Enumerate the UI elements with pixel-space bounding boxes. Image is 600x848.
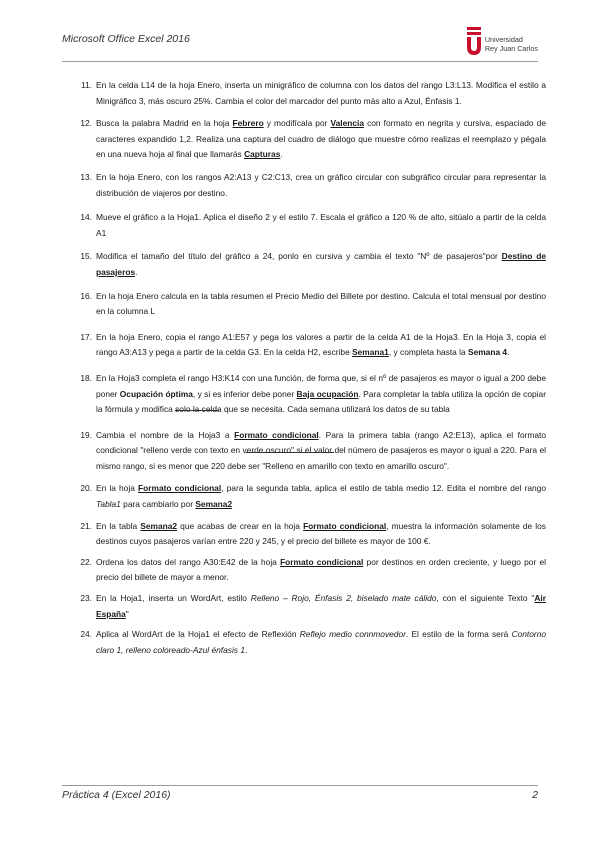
logo-text: [485, 36, 538, 53]
text-run: En la Hoja1, inserta un WordArt, estilo: [96, 593, 251, 604]
text-run: Mueve el gráfico a la Hoja1. Aplica el diseño 2 y el estilo 7. Escala el gráfico a 120 % de alto, sitúalo a partir de la celda A1: [96, 212, 546, 238]
list-item: [78, 170, 546, 201]
header-title: Microsoft Office Excel 2016: [62, 33, 190, 45]
text-run: , con el siguiente Texto ": [436, 593, 535, 604]
list-item: [78, 627, 546, 658]
text-run: . El estilo de la forma será: [405, 629, 512, 640]
text-run: .: [135, 266, 138, 277]
text-run: Reflejo medio connmovedor: [299, 629, 406, 640]
footer-divider: [62, 785, 538, 786]
list-item: [78, 591, 546, 622]
text-run: Modifica el tamaño del título del gráfico a 24, ponlo en cursiva y cambia el texto "Nº de pasajeros"por: [96, 251, 502, 262]
item-number: 22.: [80, 556, 92, 567]
text-run: En la hoja Enero calcula en la tabla resumen el Precio Medio del Billete por destino. Calcula el total mensual por destino en la columna L: [96, 290, 546, 317]
text-run: , para la segunda tabla, aplica el estilo de tabla medio 12. Edita el nombre del rango: [221, 483, 546, 494]
item-number: 23.: [80, 593, 92, 604]
text-run: , y completa hasta la: [388, 347, 468, 358]
text-run: Cambia el nombre de la Hoja3 a: [96, 429, 235, 440]
text-run: que acabas de crear en la hoja: [177, 520, 304, 531]
underlined-term: Semana2: [195, 499, 233, 510]
text-run: . Para completar la tabla utiliza la opción de copiar la fórmula y modifica solo la celda que se necesita. Cada semana utilizará los datos de su tabla: [96, 388, 546, 415]
exercise-list: [78, 78, 546, 658]
underlined-term: Formato condicional: [138, 483, 222, 494]
text-run: Aplica al WordArt de la Hoja1 el efecto de Reflexión: [96, 629, 300, 640]
list-item: [78, 371, 546, 418]
decorative-rule: [246, 452, 334, 453]
underlined-term: Air España: [96, 593, 546, 619]
header-divider: [62, 61, 538, 62]
list-item: [78, 116, 546, 163]
text-run: Ordena los datos del rango A30:E42 de la hoja: [96, 556, 281, 567]
page-header: [62, 27, 538, 59]
text-run: En la Hoja3 completa el rango H3:K14 con una función, de forma que, si el nº de pasajeros es mayor o igual a 200 debe poner: [96, 372, 546, 399]
item-number: 24.: [80, 629, 92, 640]
text-run: ": [125, 608, 129, 619]
underlined-term: Destino de pasajeros: [96, 251, 547, 277]
text-run: Tabla1: [96, 499, 121, 510]
list-item: [78, 78, 546, 109]
item-number: 20.: [80, 483, 92, 494]
underlined-term: Formato condicional: [280, 556, 364, 567]
text-run: con formato en negrita y cursiva, espaciado de caracteres expandido 1,2. Realiza una captura del cuadro de diálogo que muestre cómo realizas el reemplazo y pégala en una nueva hoja al final que llamarás: [96, 118, 546, 160]
item-number: 21.: [80, 520, 92, 531]
item-number: 14.: [80, 212, 92, 223]
item-number: 12.: [80, 118, 92, 129]
underlined-term: Febrero: [232, 118, 264, 129]
text-run: En la tabla: [96, 520, 141, 531]
text-run: , muestra la información solamente de los destinos cuyos pasajeros varían entre 220 y 245, y el precio del billete es mayor de 100 €.: [96, 520, 546, 547]
logo-line2: Rey Juan Carlos: [484, 43, 538, 53]
list-item: [78, 289, 546, 320]
text-run: En la hoja: [96, 483, 138, 494]
text-run: por destinos en orden creciente, y luego por el precio del billete de mayor a menor.: [96, 556, 546, 583]
text-run: Contorno claro 1, relleno coloreado-Azul énfasis 1: [96, 629, 547, 655]
text-run: En la hoja Enero, con los rangos A2:A13 y C2:C13, crea un gráfico circular con subgráfico circular para representar la distribución de viajeros por destino.: [96, 171, 546, 198]
item-number: 16.: [80, 290, 92, 301]
text-run: En la celda L14 de la hoja Enero, inserta un minigráfico de columna con los datos del rango L3:L13. Modifica el estilo a Minigráfico 3, más oscuro 25%. Cambia el color del marcador del punto más alto a Azul, Énfasis 1.: [96, 80, 546, 106]
item-number: 15.: [80, 251, 92, 262]
text-run: Relleno – Rojo, Énfasis 2, biselado mate cálido: [250, 593, 437, 604]
item-number: 19.: [80, 429, 92, 440]
footer-text: Práctica 4 (Excel 2016): [62, 789, 171, 801]
underlined-term: Semana2: [140, 520, 178, 531]
underlined-term: Valencia: [330, 118, 365, 129]
underlined-term: Baja ocupación: [296, 388, 359, 399]
list-item: [78, 249, 546, 280]
text-run: para cambiarlo por: [120, 499, 196, 510]
text-run: , y si es inferior debe poner: [192, 388, 297, 399]
item-number: 11.: [80, 80, 92, 90]
text-run: .: [280, 149, 283, 160]
text-run: . Para la primera tabla (rango A2:E13), aplica el formato condicional "relleno verde con texto en verde oscuro" si el valor del número de pasajeros es mayor o igual a 220. Para el mismo rango, si es menor que 220 debe ser "Relleno en amarillo con texto en amarillo oscuro".: [96, 429, 547, 471]
page-number: 2: [532, 789, 538, 801]
university-logo: [466, 27, 538, 59]
list-item: [78, 330, 546, 361]
text-run: Ocupación óptima: [119, 388, 193, 399]
text-run: En la hoja Enero, copia el rango A1:E57 y pega los valores a partir de la celda A1 de la Hoja3. En la Hoja 3, copia el rango A3:A13 y pega a partir de la celda G3. En la celda H2, escribe: [96, 331, 546, 358]
underlined-term: Semana1: [352, 347, 389, 358]
underlined-term: Formato condicional: [303, 520, 387, 531]
item-number: 17.: [80, 331, 92, 342]
decorative-rule: [175, 410, 219, 411]
list-item: [78, 481, 546, 512]
item-number: 18.: [80, 372, 92, 383]
list-item: [78, 555, 546, 586]
text-run: Semana 4: [467, 347, 508, 358]
logo-line1: Universidad: [484, 35, 523, 44]
list-item: [78, 210, 546, 241]
item-number: 13.: [80, 171, 92, 182]
text-run: y modifícala por: [263, 118, 331, 129]
text-run: .: [244, 644, 248, 655]
underlined-term: Capturas: [244, 149, 281, 160]
list-item: [78, 519, 546, 550]
text-run: Busca la palabra Madrid en la hoja: [96, 118, 233, 129]
underlined-term: Formato condicional: [234, 429, 319, 440]
urjc-logo-icon: [466, 27, 482, 57]
text-run: .: [507, 347, 510, 358]
